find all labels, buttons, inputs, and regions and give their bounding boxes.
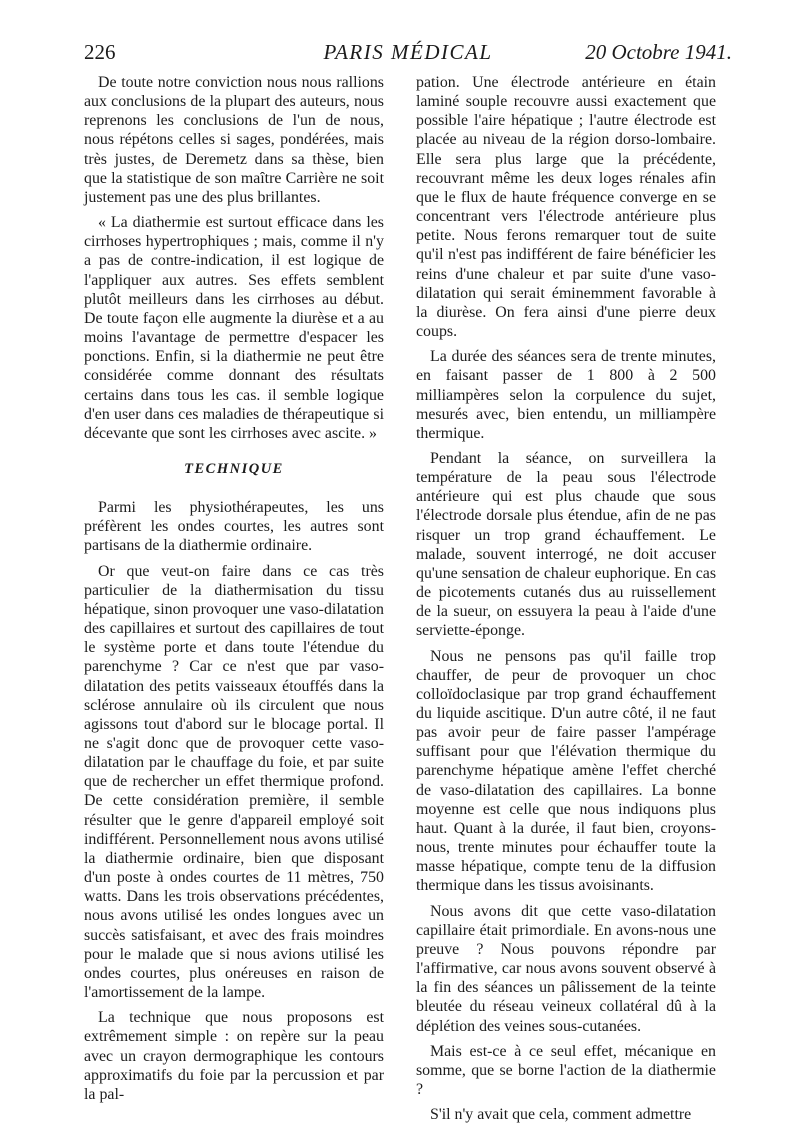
- paragraph: S'il n'y avait que cela, comment admettre: [430, 1106, 692, 1124]
- paragraph: Nous ne pensons pas qu'il faille trop chauffer, de peur de provoquer un choc colloïdoclasique par trop grand échauffement du liquide ascitique. D'un autre côté, il ne faut pas avoir peur de faire passer l'ampérage suffisant pour que l'élévation thermique du parenchyme hépatique amène l'effet cherché de vaso-dilatation des capillaires. La bonne moyenne est celle que nous indiquons plus haut. Quant à la durée, il faut bien, croyons-nous, trente minutes pour échauffer toute la masse hépatique, compte tenu de la diffusion thermique dans les tissus avoisinants.: [416, 647, 716, 895]
- issue-date: 20 Octobre 1941.: [585, 40, 732, 64]
- paragraph: Nous avons dit que cette vaso-dilatation capillaire était primordiale. En avons-nous une preuve ? Nous pouvons répondre par l'affirmative, car nous avons souvent observé à la fin des séances un pâlissement de la teinte bleutée du réseau veineux collatéral dû à la déplétion des veines sous-cutanées.: [416, 902, 716, 1035]
- paragraph: Pendant la séance, on surveillera la température de la peau sous l'électrode antérieure qui est plus chaude que sous l'électrode dorsale plus étendue, afin de ne pas risquer un trop grand échauffement. Le malade, souvent interrogé, ne doit accuser qu'une sensation de chaleur euphorique. En cas de picotements cutanés dus au ruissellement de la sueur, on essuyera la peau à l'aide d'une serviette-éponge.: [416, 449, 716, 640]
- paragraph: De toute notre conviction nous nous rallions aux conclusions de la plupart des auteurs, nous reprenons les conclusions de l'un de nous, nous répétons celles si sages, pondérées, mais très justes, de Deremetz dans sa thèse, bien que la statistique de son maître Carrière ne soit justement pas une des plus brillantes.: [84, 74, 384, 206]
- paragraph: « La diathermie est surtout efficace dans les cirrhoses hypertrophiques ; mais, comme il n'y a pas de contre-indication, il est logique de l'appliquer aux autres. Ses effets semblent plutôt meilleurs dans les cirrhoses au début. De toute façon elle augmente la diurèse et a au moins l'avantage de permettre d'espacer les ponctions. Enfin, si la diathermie ne peut être considérée comme donnant des résultats certains dans tous les cas. il semble logique d'en user dans ces maladies de thérapeutique si décevante que sont les cirrhoses avec ascite. »: [84, 214, 384, 442]
- journal-title: PARIS MÉDICAL: [323, 40, 493, 64]
- paragraph: pation. Une électrode antérieure en étain laminé souple recouvre aussi exactement que possible l'aire hépatique ; l'autre électrode est placée au niveau de la région dorso-lombaire. Elle sera plus large que la précédente, recouvrant même les deux loges rénales afin que le flux de haute fréquence converge en se concentrant vers l'électrode antérieure plus petite. Nous ferons remarquer tout de suite qu'il n'est pas indifférent de faire bénéficier les reins d'une chaleur et par suite d'une vaso-dilatation qui serait éminemment favorable à la diurèse. On fera ainsi d'une pierre deux coups.: [416, 74, 716, 341]
- paragraph: Parmi les physiothérapeutes, les uns préfèrent les ondes courtes, les autres sont partisans de la diathermie ordinaire.: [84, 499, 384, 555]
- paragraph: Or que veut-on faire dans ce cas très particulier de la diathermisation du tissu hépatique, sinon provoquer une vaso-dilatation des capillaires et surtout des capillaires de tout le système porte et dans toute l'étendue du parenchyme ? Car ce n'est que par vaso-dilatation des petits vaisseaux étouffés dans la sclérose annulaire où ils circulent que nous agissons tout d'abord sur le blocage portal. Il ne s'agit donc que de provoquer cette vaso-dilatation par le chauffage du foie, et par suite que de rechercher un effet thermique profond. De cette considération première, il semble résulter que le genre d'appareil employé soit indifférent. Personnellement nous avons utilisé la diathermie ordinaire, bien que disposant d'un poste à ondes courtes de 11 mètres, 750 watts. Dans les trois observations précédentes, nous avons utilisé les ondes longues avec un succès satisfaisant, et avec des frais moindres pour le malade que si nous avions utilisé les ondes courtes, plus onéreuses en raison de l'amortissement de la lampe.: [84, 562, 384, 1002]
- paragraph: Mais est-ce à ce seul effet, mécanique en somme, que se borne l'action de la diathermie ?: [416, 1042, 716, 1098]
- paragraph: La durée des séances sera de trente minutes, en faisant passer de 1 800 à 2 500 milliampères selon la corpulence du sujet, mesurés avec, bien entendu, un milliampère thermique.: [416, 348, 716, 442]
- section-title: TECHNIQUE: [184, 460, 284, 477]
- page-number: 226: [84, 40, 116, 64]
- page-header: [84, 40, 732, 70]
- paragraph: La technique que nous proposons est extrêmement simple : on repère sur la peau avec un crayon dermographique les contours approximatifs du foie par la percussion et par la pal-: [84, 1009, 384, 1103]
- right-column: [416, 73, 716, 1130]
- left-column: [84, 73, 384, 1110]
